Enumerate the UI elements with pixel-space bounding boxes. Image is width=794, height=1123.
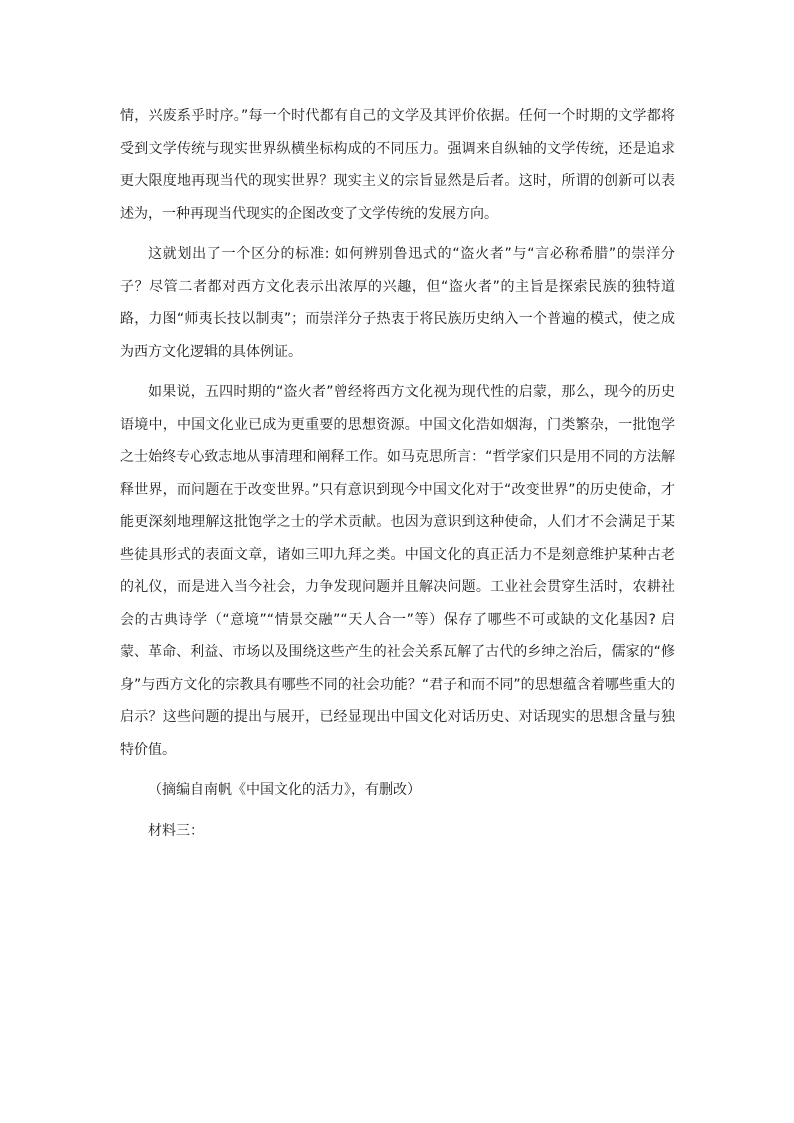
material-three-heading: 材料三： bbox=[148, 822, 204, 839]
paragraph-distinction: 这就划出了一个区分的标准: 如何辨别鲁迅式的“盗火者”与“言必称希腊”的崇洋分子？尽管二者都对西方文化表示出浓厚的兴趣，但“盗火者”的主旨是探索民族的独特道路，力图“师夷长技以制夷”；而崇洋分子热衷于将民族历史纳入一个普遍的模式，使之成为西方文化逻辑的具体例证。 bbox=[120, 246, 675, 360]
paragraph-continuation: 情，兴废系乎时序。”每一个时代都有自己的文学及其评价依据。任何一个时期的文学都将受到文学传统与现实世界纵横坐标构成的不同压力。强调来自纵轴的文学传统，还是追求更大限度地再现当代的现实世界？现实主义的宗旨显然是后者。这时，所谓的创新可以表述为，一种再现当代现实的企图改变了文学传统的发展方向。 bbox=[120, 108, 675, 222]
document-page bbox=[120, 100, 675, 847]
source-citation: （摘编自南帆《中国文化的活力》，有删改） bbox=[148, 782, 421, 798]
paragraph-chinese-culture: 如果说，五四时期的“盗火者”曾经将西方文化视为现代性的启蒙，那么，现今的历史语境中，中国文化业已成为更重要的思想资源。中国文化浩如烟海，门类繁杂，一批饱学之士始终专心致志地从事清理和阐释工作。如马克思所言：“哲学家们只是用不同的方法解释世界，而问题在于改变世界。”只有意识到现今中国文化对于“改变世界”的历史使命，才能更深刻地理解这批饱学之士的学术贡献。也因为意识到这种使命，人们才不会满足于某些徒具形式的表面文章，诸如三叩九拜之类。中国文化的真正活力不是刻意维护某种古老的礼仪，而是进入当今社会，力争发现问题并且解决问题。工业社会贯穿生活时，农耕社会的古典诗学（“意境”“情景交融”“天人合一”等）保存了哪些不可或缺的文化基因? 启蒙、革命、利益、市场以及围绕这些产生的社会关系瓦解了古代的乡绅之治后，儒家的“修身”与西方文化的宗教具有哪些不同的社会功能？“君子和而不同”的思想蕴含着哪些重大的启示？这些问题的提出与展开，已经显现出中国文化对话历史、对话现实的思想含量与独特价值。 bbox=[120, 384, 675, 758]
